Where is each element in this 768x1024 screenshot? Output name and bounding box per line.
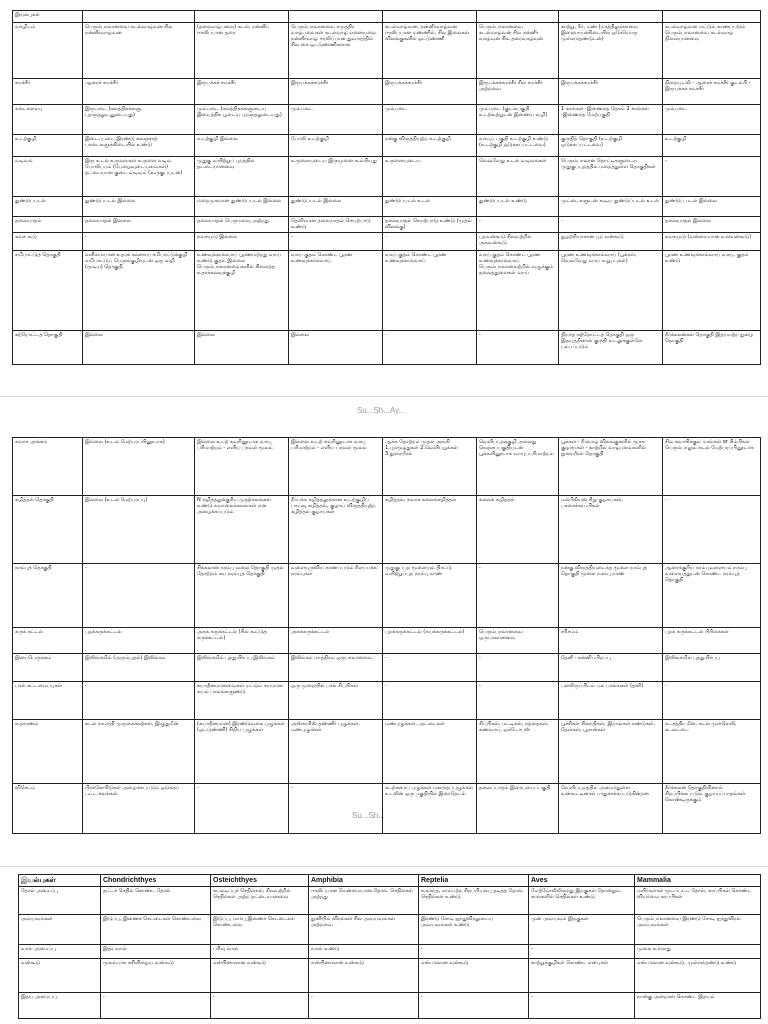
table-cell: கடல்வாழ்வன, நன்னீர்வாழ்வன ஈரலிப்பான மண்ணில், சில இலைகள் விலங்குகளில் ஒட்டுண்ணி — [383, 23, 477, 79]
table-cell: என்பினாலான வன்கூடு — [309, 959, 419, 993]
row-label-cell: வால் அமைப்பு — [19, 945, 101, 959]
table-cell: நன்கு விருத்தியடைந்த மூளை நரம்புத் தொகுதி மூளை நரம்பு நாண் — [559, 564, 663, 628]
row-label-cell: உதாரணம் — [13, 720, 83, 784]
table-row — [13, 197, 761, 217]
table-cell: இல்லை உடற் சுவரினூடாக வாயு பரிமாற்றம் - எளிய பரவல் மூலம் — [195, 438, 289, 496]
table-row — [13, 720, 761, 784]
table-cell — [477, 11, 559, 23]
table-cell: என்பாலான வன்கூடு, முள்ளந்தண்டு உண்டு — [635, 959, 761, 993]
table-cell: இருபக்கச்சமச்சீர் — [289, 79, 383, 105]
column-header: Aves — [529, 875, 635, 887]
table-cell: நீர்பக்க கழித்தலுக்கான உடற்குழிப் பாய்வு கழித்தல், குழாய் விருத்தியுற்ற கழித்தல் குழாய்கள் — [289, 496, 383, 564]
row-label-cell: வாழிடம் — [13, 23, 83, 79]
document-page-3 — [0, 870, 768, 1024]
table-cell: கடல்வாழ்வன மட்டும் காணப்படும் பெரும்பாலானவை கடல்வாழ் நிலையானவை — [663, 23, 761, 79]
table-cell — [83, 11, 195, 23]
table-cell: முதுகு வயிற்றுப் புறத்தில் தட்டையானவை — [195, 157, 289, 197]
table-cell: - — [663, 682, 761, 720]
table-cell: காற்று, நீர், மண் (மரத்திலுள்ளவை இரைவாய்க்கிடையில் ஒரேயொரு முள்ளந்தண்டுடன்) — [559, 23, 663, 79]
table-cell: பெரும்பாலானவை கடல்வாழ்வன சில நன்னீர்வாழ்வன — [83, 23, 195, 79]
table-row — [13, 496, 761, 564]
table-row — [13, 233, 761, 251]
table-cell: காற்றுக்குழிகள் கொண்ட என்புகள் — [529, 959, 635, 993]
table-cell: - — [195, 784, 289, 834]
page-separator — [0, 396, 768, 397]
table-cell: சுயாதீனமானவைகள் மட்டும் சுயமான சுயம் பாலங்களுண்டு — [195, 682, 289, 720]
table-cell: 1 கால்கள் -இணைந்த தேகம் 2 கால்கள் -இணைந்த மேற்பகுதி — [559, 105, 663, 135]
table-cell: கலைக் கழித்தல் — [477, 496, 559, 564]
table-cell: பெரும்பாலானவை இரண்டு சோடி ஐந்துவிரல் அவயவங்கள் — [635, 915, 761, 945]
table-cell: மும்படை (கலத்திசுக்களுடைய இடைத்திசு பூடைய புறஞ்தலுடையது) — [195, 105, 289, 135]
column-header: Osteichthyes — [211, 875, 309, 887]
row-label-cell: நரம்புத் தொகுதி — [13, 564, 83, 628]
table-cell: ஆரைக்குரிய நரம்புவளையம் நரம்பு வளையத்துடன் கொண்ட நரம்புத் தொகுதி — [663, 564, 761, 628]
table-cell: போலி உடற்குழி — [289, 135, 383, 157]
table-cell: ஒரு முறையில் பால் சிப்பிகள் — [289, 682, 383, 720]
table-cell: சிக்கலான நரம்பு வலை தொகுதி முதல் தோற்றம் சுய நரம்புத் தொகுதி — [195, 564, 289, 628]
table-cell: வெளிப்புறத்தில் அமைந்துள்ள வன்கூட்டினால் பாதுகாக்கப்படுகின்றன — [559, 784, 663, 834]
table-cell: உடற்குழி இல்லை — [195, 135, 289, 157]
table-cell: அகக்கருக்கட்டல் — [289, 628, 383, 654]
table-cell: சிப்பிகள், மட்டிகள், நத்தைகள், கணவாய், ஒக்டோபஸ் — [477, 720, 559, 784]
table-cell: தெளிவான தலையாதல் செயற்பாடு உண்டு — [289, 217, 383, 233]
table-cell: உடற்குழி — [663, 135, 761, 157]
table-cell — [383, 11, 477, 23]
table-cell: தலையாதல் இல்லை — [663, 217, 761, 233]
column-header: Chondrichthyes — [101, 875, 211, 887]
column-header: Reptelia — [419, 875, 529, 887]
table-cell: கவசமுடு (வன்மையான உள்வன்கூடு) — [663, 233, 761, 251]
table-row — [13, 251, 761, 331]
table-cell: வால் உண்டு — [309, 945, 419, 959]
table-cell: தலையாதல் பெருமளவு அற்றது — [195, 217, 289, 233]
row-label-cell: தலையாதல் — [13, 217, 83, 233]
table-cell: - — [477, 217, 559, 233]
table-row — [13, 105, 761, 135]
table-cell: இல்லை — [195, 331, 289, 365]
table-cell: வாய் குதம் கொண்ட பூரண உணவுக்கால்வாய் — [383, 251, 477, 331]
row-label-cell: விசேடம் — [13, 784, 83, 834]
table-cell: நுழற்சியாகான புற வன்கூடு — [559, 233, 663, 251]
table-cell: மல்பிகியன் சிறு குழாய்கள், பச்சைச்சுரப்பிகள் — [559, 496, 663, 564]
table-cell: மும்படை — [383, 105, 477, 135]
table-cell: (சுயாதீனமான) இரண்டுவகை புழுக்கள் (ஒட்டுண்ணி) சிறிய புழுக்கள் — [195, 720, 289, 784]
row-label-cell: இயல்புகள் — [13, 11, 83, 23]
table-cell: மும்படை — [663, 105, 761, 135]
table-cell: முட்டைகளுடன் கூடிய துண்டுப்படல் உடல் — [559, 197, 663, 217]
table-cell: துண்டுப்படல் இல்லை — [289, 197, 383, 217]
table-cell: துண்டுப்படல் இல்லை — [83, 197, 195, 217]
table-cell: வெளிப்புறக்குழி அல்லது நெஞ்சப்பகுதியுடன் பூக்களினூடாக வாயுப்பரிமாற்றம் — [477, 438, 559, 496]
table-cell: முதுகுப்புற மூளையும் திரட்டு வயிற்றுப்புற நரம்பு நாண் — [383, 564, 477, 628]
table-cell: இரண்டு சோடி ஐந்துவிரலுடைய அவயவங்கள் உண்டு — [419, 915, 529, 945]
table-cell: மும்படை — [289, 105, 383, 135]
table-row — [13, 217, 761, 233]
table-cell: திறந்த சுற்றோட்டத் தொகுதி ஒரு இதயத்தினால் குருதி உடலுக்குள்ளே பம்பப்படும் — [559, 331, 663, 365]
table-cell: தலையாதல் செயற்பாடு உண்டு (முதல் விலங்கு) — [383, 217, 477, 233]
table-row — [13, 11, 761, 23]
table-cell: இடுப்பு, இணைச் செட்டைகள் கொண்டவை — [101, 915, 211, 945]
table-cell — [195, 11, 289, 23]
table-cell: - — [477, 682, 559, 720]
table-row — [19, 959, 761, 993]
table-cell — [663, 11, 761, 23]
table-cell: - — [83, 682, 195, 720]
table-cell: இல்லை (உடல் மேற்பரப்பினூடாக) — [83, 438, 195, 496]
table-row — [13, 564, 761, 628]
page-watermark: Su...Sh...Ay... — [357, 406, 406, 415]
table-cell: புறக்கருக்கட்டல் — [83, 628, 195, 654]
page-watermark: Su...Sh... — [352, 811, 385, 820]
table-cell: பெரும்பாலான தொட்டிகளுடைய முதுகுப்புறத்தில் மறைத்துள்ள தொகுதிகள் — [559, 157, 663, 197]
table-row — [13, 79, 761, 105]
table-cell: என்பினாலான வன்கூடு — [211, 959, 309, 993]
table-cell: நீர்க்கலன் தொகுதியினால் சிறப்பிக்கப்படும் குழாய்ப்பாதங்கள் கொண்டிருக்கும் — [663, 784, 761, 834]
table-cell: - — [83, 564, 195, 628]
row-label-cell: சுற்றோட்டத் தொகுதி — [13, 331, 83, 365]
table-row — [13, 23, 761, 79]
table-cell: பூரண உணவுக்கால்வாய் வாய், குதம் உண்டு — [663, 251, 761, 331]
table-cell: - — [477, 654, 559, 682]
table-cell: இலிங்கமில் புத்துயிர்ப்பு — [663, 654, 761, 682]
table-cell: உருளையுடைய — [383, 157, 477, 197]
table-cell: மேற்றோலிலிருந்து இறகுகள் தோன்றும், கால்களில் செதில்கள் உண்டு — [529, 887, 635, 915]
table-cell: குருதித் தொகுதி (உடற்குழி ஒடுக்கப்பட்டவை) — [559, 135, 663, 157]
table-cell: இதர வால் — [101, 945, 211, 959]
table-cell: - — [419, 945, 529, 959]
table-cell: தேனீ - கன்னிப்பிறப்பு — [559, 654, 663, 682]
table-cell: தட்டச் செதில் கொண்ட தோல் — [101, 887, 211, 915]
table-cell: பல்லிருப்பிடம் பல பால்ங்கள் (தனி) — [559, 682, 663, 720]
table-cell: வாயுப் பகுதி உடற்குழி உண்டு (உடற்குழி ஒடுக்கப்பட்டவை) — [477, 135, 559, 157]
table-cell: - — [477, 331, 559, 365]
table-cell: பெரும்பாலானவை சமுத்திர வாழ்பவைகள் கடல்வாழ் எனையவை நன்னீர்வாழ் ஈரலிப்பான துவாரத்தில் சில கை ஒட்டுண்ணிகளாக — [289, 23, 383, 79]
table-cell: சில சுவாசிக்கும் மரங்கள் or சிம்பிகள் பெரும்பாலும் கடல் மேற்பரப்பினூடாக — [663, 438, 761, 496]
table-cell: என்பாலான வன்கூடு — [419, 959, 529, 993]
table-cell: - — [559, 217, 663, 233]
table-cell: இலிங்கமில் புத்துயிர்ப்பு இலிங்கம் — [195, 654, 289, 682]
table-cell: முன் அவயவம் இறகுகள் — [529, 915, 635, 945]
table-cell: - — [289, 784, 383, 834]
table-cell: இல்லை — [83, 331, 195, 365]
table-cell: சரிசமம் — [559, 628, 663, 654]
table-cell: கவசமுடு இல்லை — [195, 233, 289, 251]
row-label-cell: கடைகளம்பு — [13, 105, 83, 135]
table-cell: - — [529, 945, 635, 959]
table-cell: இருபக்கச்சமச்சீர் — [559, 79, 663, 105]
page-separator — [0, 866, 768, 867]
table-cell: - — [383, 331, 477, 365]
table-cell: - — [529, 993, 635, 1019]
table-cell: மயிர்களால் மூடப்பட்ட தோல், சுரப்பிகள் கொண்ட வியர்வை சுரப்பிகள் — [635, 887, 761, 915]
table-cell: - — [211, 993, 309, 1019]
row-label-cell: வடிவம் — [13, 157, 83, 197]
table-row — [19, 993, 761, 1019]
table-cell: அஸ்காரிஸ் தண்ணீர் புழுக்கள், மண்புழுக்கள் — [289, 720, 383, 784]
table-cell: பெரும்பாலானவை கடல்வாழ்வன் சில நன்னீர் வாழ்வன் சில தரைவாழ்வன் — [477, 23, 559, 79]
table-cell: கடலடிப்புச் செதில்கள், சிலவற்றில் செதில்கள் அற்ற தட்டையானவை — [211, 887, 309, 915]
table-cell: - — [383, 233, 477, 251]
table-cell: இல்லை உடற் சுவரினூடாக வாயு பரிமாற்றம் - எளிய பரவல் மூலம் — [289, 438, 383, 496]
table-cell: மூலம்பாக கசியிழைய வன்கூடு — [101, 959, 211, 993]
table-cell: (தரைவாழ்பவை) கடல், நன்னீர், ஈரலிப்பான தரை — [195, 23, 289, 79]
table-cell: - — [383, 654, 477, 682]
table-cell: தலையாதல் இல்லை — [83, 217, 195, 233]
table-row — [13, 784, 761, 834]
table-cell: இல்லை (உடல் மேற்பரப்பு) — [83, 496, 195, 564]
table-cell: அகக் கருக்கட்டல் (சில கூட்டுத் கருக்கட்டல்) — [195, 628, 289, 654]
table-cell: - — [383, 682, 477, 720]
table-cell: இருபக்கச்சமச்சீர் சில சமச்சீர் அற்றவை — [477, 79, 559, 105]
table-row — [19, 915, 761, 945]
row-label-cell: உடற்குழி — [13, 135, 83, 157]
table-cell: நான்கு அறைகள் கொண்ட இதயம் — [635, 993, 761, 1019]
table-cell: உலர்ந்த, நரம்பற்ற சிறப்பியல்பு தடித்த தோல், செதில்கள் உண்டு — [419, 887, 529, 915]
table-cell: புறக்கருக்கட்டல் (சுயக்கருக்கட்டல்) — [383, 628, 477, 654]
row-label-cell: சமிபாட்டுத் தொகுதி — [13, 251, 83, 331]
table-cell: இருபக்கச்சமச்சீர் — [383, 79, 477, 105]
table-cell: - — [101, 993, 211, 1019]
table-cell: - — [289, 233, 383, 251]
table-cell: - — [663, 157, 761, 197]
row-label-cell: அவயவங்கள் — [19, 915, 101, 945]
table-row — [13, 157, 761, 197]
table-cell: பெரும்பாலானவை ஒருபாலானவை — [477, 628, 559, 654]
row-label-cell: கருக் கட்டல் — [13, 628, 83, 654]
table-cell: - — [309, 993, 419, 1019]
row-label-cell: பால் கட்டமைப்புகள் — [13, 682, 83, 720]
table-cell: இருபடை (கலத்திசுக்களு. புறஞ்தலுடனுடையது) — [83, 105, 195, 135]
table-cell: - — [83, 233, 195, 251]
table-cell: முலை உள்ளது — [635, 945, 761, 959]
table-cell: வளையுருவிய காணப்படும் நீளப்பக்க நரம்புகள் — [289, 564, 383, 628]
table-cell: வாய் குதம் கொண்ட பூரண உணவுக்கால்வாய் பெரும்பாலானவற்றில் வழுக்கும் தலைத்துளைகள் வாய் — [477, 251, 559, 331]
table-cell: நுனியில் விரல்கள் சில அவயவங்கள் அற்றவை — [309, 915, 419, 945]
table-cell: இரு உடல் உருவங்கள் உருளை வடிவ போலிப்பம் (பேழைவுடையவைகள்) தட்டையான குடை வடிவம் (கூருகுப்புடன்) — [83, 157, 195, 197]
table-row — [13, 628, 761, 654]
table-cell: நீர்க்கலன்கள் தொகுதி இதயமற்ற நுழை தொகுதி — [663, 331, 761, 365]
table-cell: ஈரலிப்பான மென்மையான தோல், செதில்கள் அற்றது — [309, 887, 419, 915]
table-row — [13, 135, 761, 157]
row-label-cell: சமச்சீர் — [13, 79, 83, 105]
table-cell: இலிங்கமில் (அரும்புதல்) இலிங்கம் — [83, 654, 195, 682]
row-label-cell: சுவாச அங்கம் — [13, 438, 83, 496]
table-cell: கடல் சாமந்தி முருகைக்கற்கள், இழுதுமீன் — [83, 720, 195, 784]
table-cell: பூக்கள் - நீர்வாழ் விலங்குகளில் மூச்சு குழாய்கள் - காற்றில் வாழ்பவைகளில் நுரையீரல் தொகுதி — [559, 438, 663, 496]
table-cell: இடுப்பு, மார்பு இணைச் செட்டைகள் கொண்டவை — [211, 915, 309, 945]
table-cell: இலிங்கம் மாத்திரம் ஒருபாலானவை — [289, 654, 383, 682]
table-cell: பிரக்கோசிடுகள் அழைக்கப்படும் ஒடுக்கப் பட்ட கலங்கள் — [83, 784, 195, 834]
row-label-cell: தோல் அமைப்பு — [19, 887, 101, 915]
table-cell: பூரண உணவுக்கால்வாய் (பூக்கள், வெவ்வேறு வாய் உறுப்புகள்) — [559, 251, 663, 331]
table-cell: துண்டுப்படல் உண்டு — [477, 197, 559, 217]
table-cell: இடைப்படை இரண்டு கலஞ்சாத் பாடைகளுக்கிடையில் உண்டு — [83, 135, 195, 157]
table-cell: நட்சத்திர மீன், கடல் முள்ளெலி, கடலட்டை — [663, 720, 761, 784]
table-cell: ஆக்க தோற்றம் முதல் அங்கி 1.புறமூழ்துகள் 2.வெளிப்பூக்கள் 3.நுரையீரல் — [383, 438, 477, 496]
row-label-cell: துண்டுப்படல் — [13, 197, 83, 217]
header-row-label: இயல்புகள் — [19, 875, 101, 887]
row-label-cell: கவச கூடு — [13, 233, 83, 251]
table-cell: - — [419, 993, 529, 1019]
table-cell: தலைப்பாதம் இரைப்பைப்பகுதி — [477, 784, 559, 834]
table-cell: எளிமையான உதரக் கலனாய் சமிபாட்டுக்குழி எமிபாட்டுப் பெருங்குழியுடன் ஒரு வழி (மூடிய) தொகுதி — [83, 251, 195, 331]
table-cell: மறைமுகமான துண்டுப்படல் இல்லை — [195, 197, 289, 217]
table-cell: நிறையுடலி - ஆரைச் சமச்சீர் குடம்பி - இருபக்கச் சமச்சீர் — [663, 79, 761, 105]
table-cell: இருபக்கச் சமச்சீர் — [195, 79, 289, 105]
table-cell: கழித்தல், சுவாச கலைக்கழித்தல் — [383, 496, 477, 564]
document-page-1 — [0, 0, 768, 415]
table-cell: நன்கு விருத்தியுற்ற உடற்குழி — [383, 135, 477, 157]
table-cell: உருளையுடைய இருமுனை கூம்பியது — [289, 157, 383, 197]
table-cell — [559, 11, 663, 23]
row-label-cell: வன்கூடு — [19, 959, 101, 993]
table-cell: கடற்கரைப் புழுக்கள் மகரந்தப்புழுக்கள் உடலின் ஒரு பகுதியில் இரைதேடல் — [383, 784, 477, 834]
table-cell: பரிவு வால் — [211, 945, 309, 959]
table-row — [13, 682, 761, 720]
table-cell: - — [663, 496, 761, 564]
row-label-cell: இதய அமைப்பு — [19, 993, 101, 1019]
table-cell: இல்லை — [289, 331, 383, 365]
table-row — [13, 331, 761, 365]
vertebrate-class-comparison-table — [18, 874, 761, 1019]
row-label-cell: கழித்தல் தொகுதி — [13, 496, 83, 564]
table-cell — [289, 11, 383, 23]
table-cell: வெவ்வேறு உடல் வடிவங்கள் — [477, 157, 559, 197]
table-cell: வாய் குதம் கொண்ட பூரண உணவுக்கால்வாய் — [289, 251, 383, 331]
column-header: Mammalia — [635, 875, 761, 887]
table-cell: பூச்சிகள் சிலந்திகள், இறால்கள் நண்டுகள், தேள்கள், பூரான்கள் — [559, 720, 663, 784]
table-cell: ஆரைச் சமச்சீர் — [83, 79, 195, 105]
table-cell: மண்புழுக்கள், அட்டைகள் — [383, 720, 477, 784]
invertebrate-comparison-table-continued — [12, 437, 761, 834]
table-cell: துண்டுப் படல் இல்லை — [663, 197, 761, 217]
table-row — [13, 654, 761, 682]
table-cell: துண்டுப்படல் உடல் — [383, 197, 477, 217]
table-cell: மும்படை (குடல்பகுதி உடற்கூற்றுடன் இணைய வழி) — [477, 105, 559, 135]
row-label-cell: இனப்பெருக்கம் — [13, 654, 83, 682]
table-cell: உணவுக்கால்வாய் பூரணமற்றது வாய் உண்டு குதம் இல்லை பெரும்பாலானவைகளில் கிளைத்த உதரக்கலவுக்குழி — [195, 251, 289, 331]
table-cell: N கழித்தலுக்குரிய முதற்கலங்கள் உண்டு சுவாலைக்கலங்கள் என அழைக்கப்படும் — [195, 496, 289, 564]
table-row — [19, 945, 761, 959]
table-cell: புறக் கருக்கட்டல் பிரிகைகள் — [663, 628, 761, 654]
table-cell: புறவன்கூடு சிலவற்றில் அகவன்கூடு — [477, 233, 559, 251]
table-row — [19, 887, 761, 915]
document-page-2 — [0, 433, 768, 833]
column-header: Amphibia — [309, 875, 419, 887]
table-cell: - — [477, 564, 559, 628]
invertebrate-comparison-table — [12, 10, 761, 365]
table-row — [13, 438, 761, 496]
